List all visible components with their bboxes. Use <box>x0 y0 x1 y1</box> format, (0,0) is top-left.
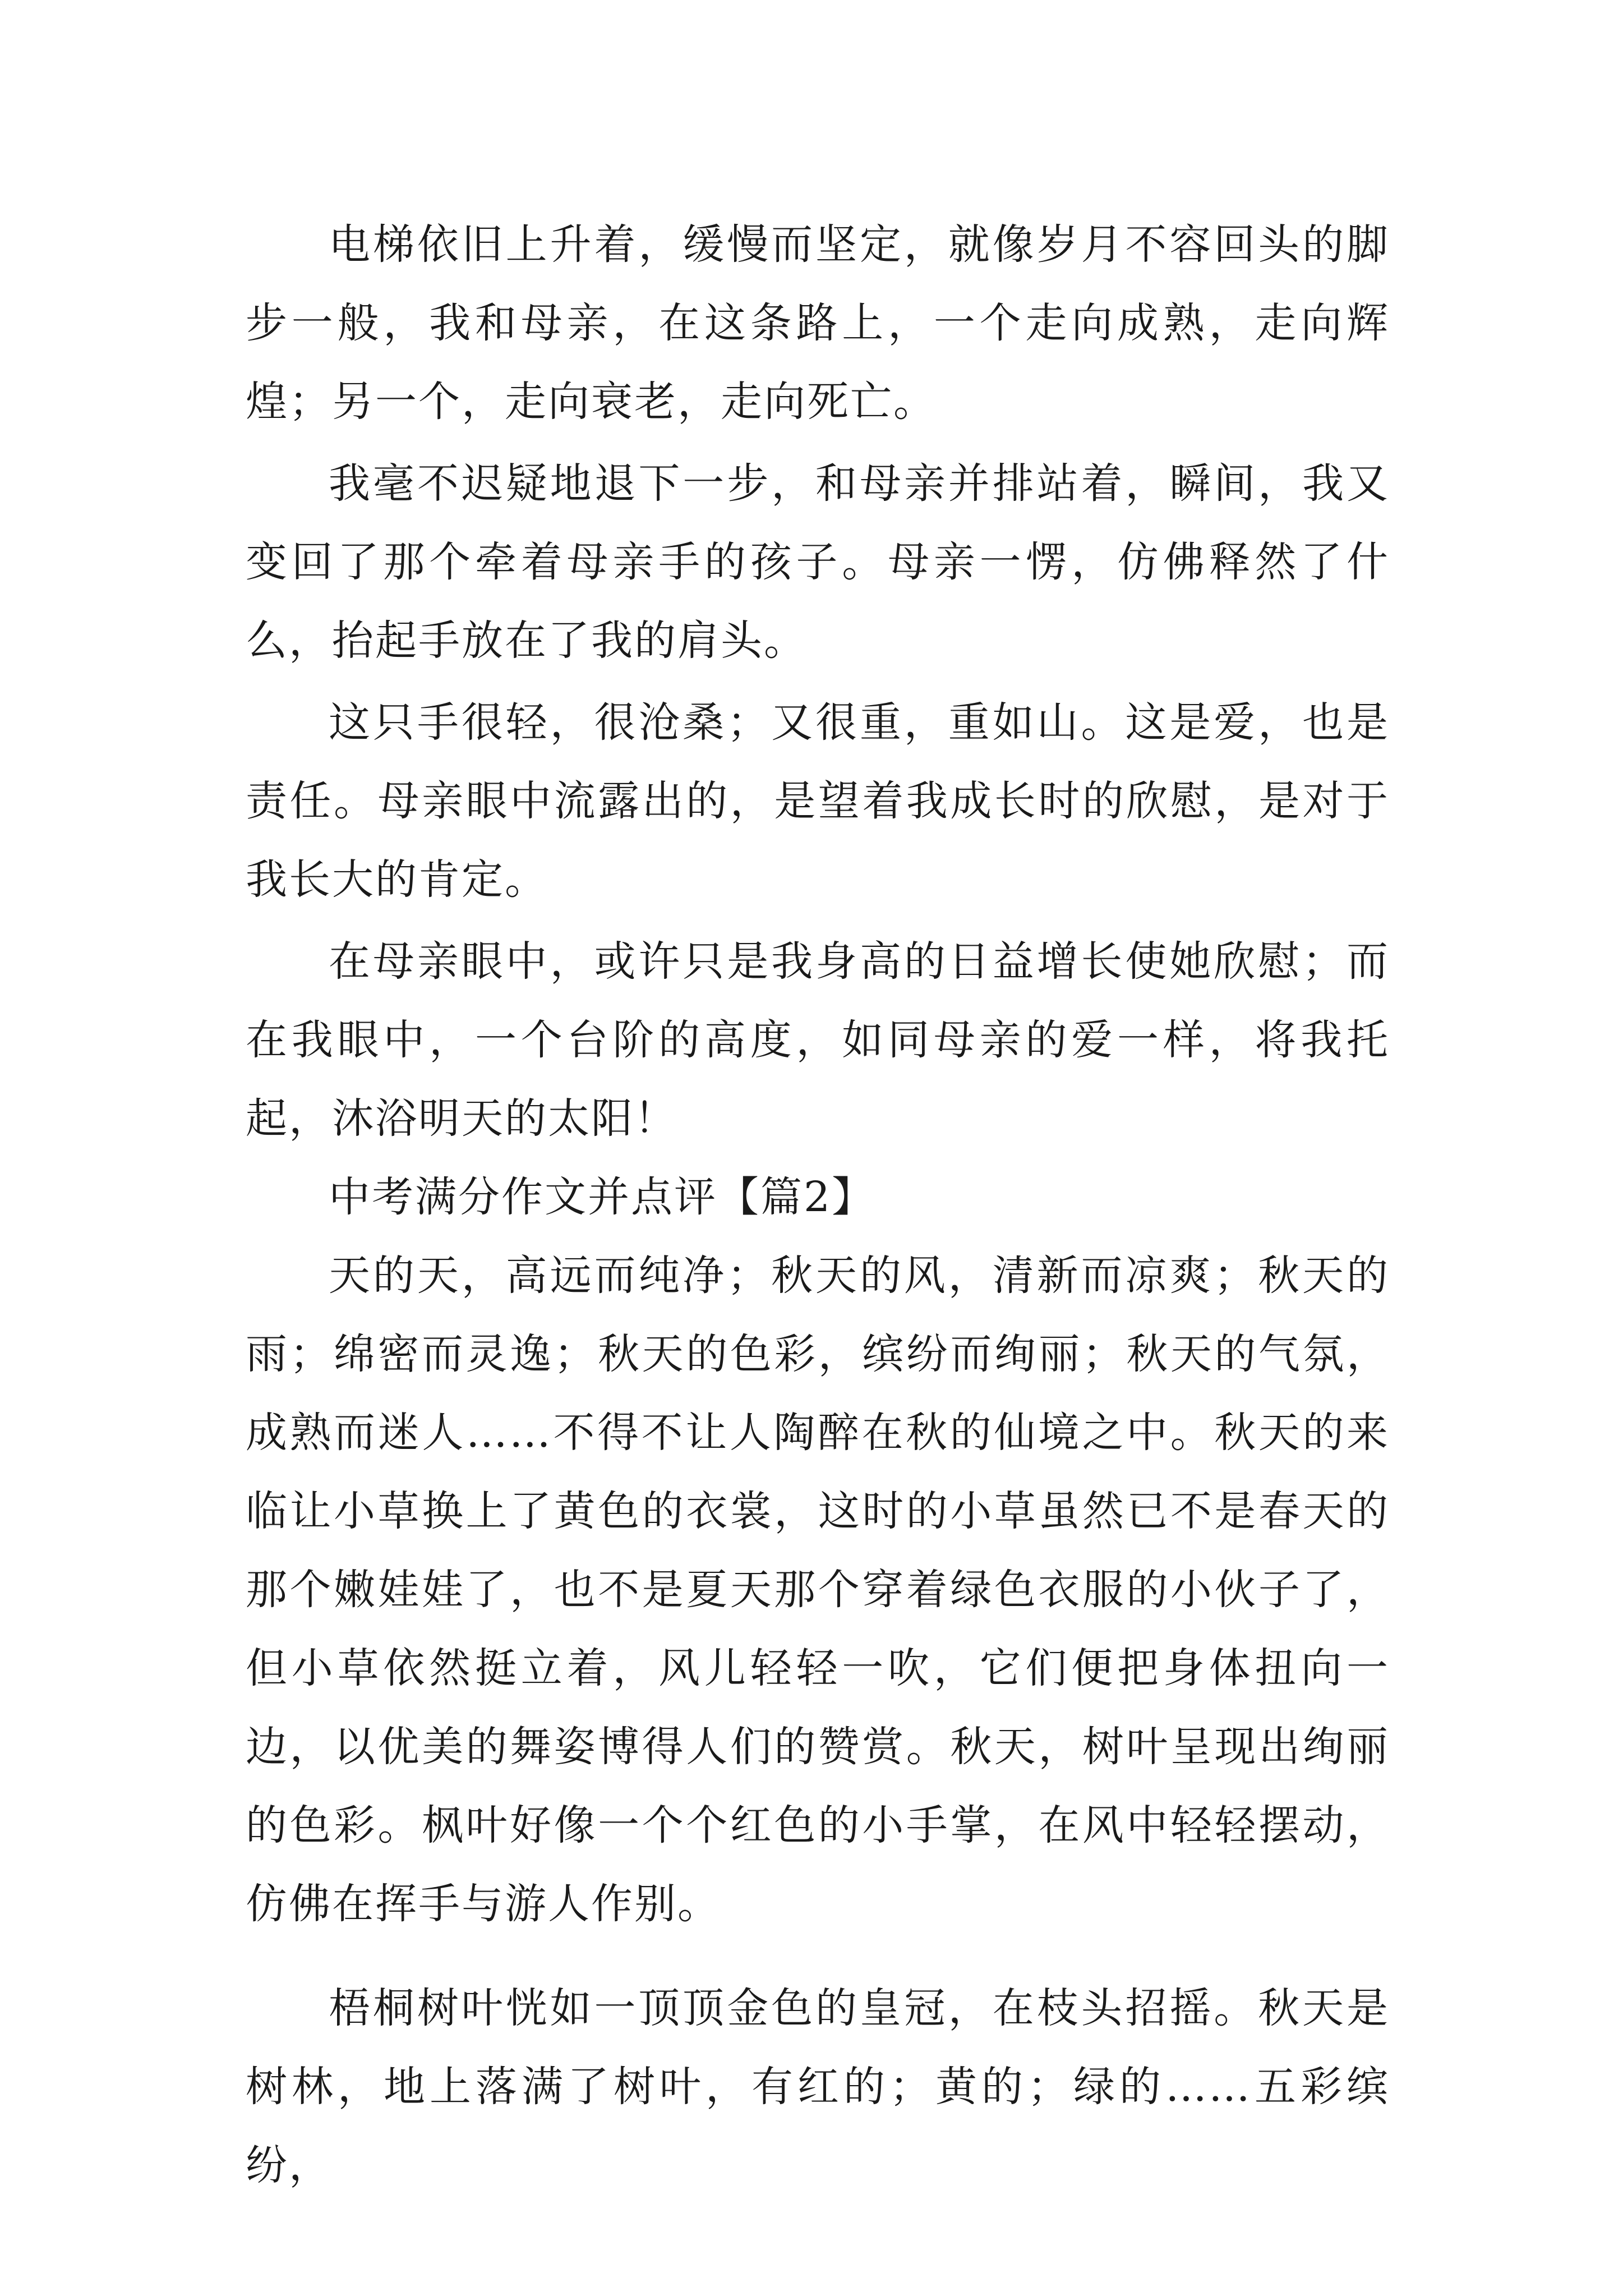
section-heading: 中考满分作文并点评【篇2】 <box>329 1173 875 1221</box>
paragraph-wutong: 梧桐树叶恍如一顶顶金色的皇冠，在枝头招摇。秋天是树林，地上落满了树叶，有红的；黄的；绿的……五彩缤纷， <box>246 1984 1390 2189</box>
paragraph-step-back: 我毫不迟疑地退下一步，和母亲并排站着，瞬间，我又变回了那个牵着母亲手的孩子。母亲一愣，仿佛释然了什么，抬起手放在了我的肩头。 <box>246 459 1390 665</box>
article-body <box>246 205 1390 2205</box>
paragraph-height: 在母亲眼中，或许只是我身高的日益增长使她欣慰；而在我眼中，一个台阶的高度，如同母亲的爱一样，将我托起，沐浴明天的太阳！ <box>246 937 1390 1143</box>
paragraph-elevator: 电梯依旧上升着，缓慢而坚定，就像岁月不容回头的脚步一般，我和母亲，在这条路上，一个走向成熟，走向辉煌；另一个，走向衰老，走向死亡。 <box>246 220 1390 426</box>
paragraph-hand: 这只手很轻，很沧桑；又很重，重如山。这是爱，也是责任。母亲眼中流露出的，是望着我成长时的欣慰，是对于我长大的肯定。 <box>246 698 1390 904</box>
paragraph-autumn: 天的天，高远而纯净；秋天的风，清新而凉爽；秋天的雨；绵密而灵逸；秋天的色彩，缤纷而绚丽；秋天的气氛，成熟而迷人……不得不让人陶醉在秋的仙境之中。秋天的来临让小草换上了黄色的衣裳，这时的小草虽然已不是春天的那个嫩娃娃了，也不是夏天那个穿着绿色衣服的小伙子了，但小草依然挺立着，风儿轻轻一吹，它们便把身体扭向一边，以优美的舞姿博得人们的赞赏。秋天，树叶呈现出绚丽的色彩。枫叶好像一个个红色的小手掌，在风中轻轻摆动，仿佛在挥手与游人作别。 <box>246 1251 1390 1928</box>
